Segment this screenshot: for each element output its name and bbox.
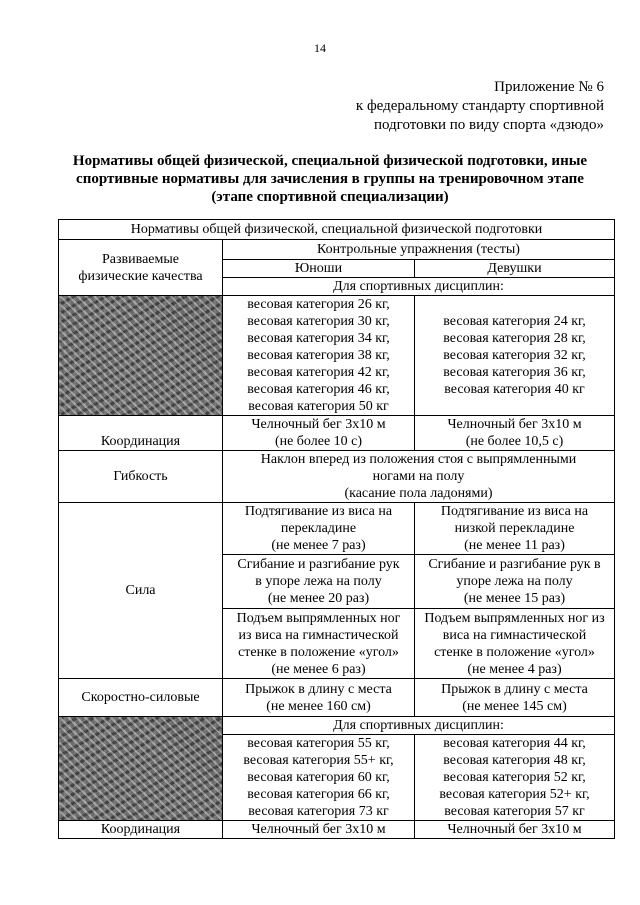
cell-line: Челночный бег 3x10 м bbox=[251, 822, 386, 837]
title-line: (этапе спортивной специализации) bbox=[211, 189, 449, 205]
cell-line: физические качества bbox=[78, 268, 203, 284]
cell-line: Прыжок в длину с места bbox=[245, 681, 392, 697]
strength-3-girls bbox=[415, 609, 615, 679]
cell-line: весовая категория 28 кг, bbox=[443, 331, 586, 346]
cell-line: Челночный бег 3x10 м bbox=[251, 417, 386, 432]
cell-line: виса на гимнастической bbox=[442, 627, 587, 643]
cell-line: Подъем выпрямленных ног bbox=[236, 610, 401, 626]
header-girls: Девушки bbox=[415, 260, 615, 278]
cell-line: весовая категория 40 кг bbox=[444, 382, 585, 397]
header-boys: Юноши bbox=[223, 260, 415, 278]
strength-1-girls bbox=[415, 503, 615, 555]
document-title bbox=[60, 152, 600, 206]
speed-boys bbox=[223, 679, 415, 717]
redacted-cell bbox=[59, 717, 223, 821]
cell-line: весовая категория 52+ кг, bbox=[439, 787, 590, 802]
cell-line: (не менее 4 раз) bbox=[467, 661, 562, 677]
cell-line: из виса на гимнастической bbox=[238, 627, 399, 643]
coord-girls bbox=[415, 416, 615, 451]
cell-line: Развиваемые bbox=[102, 251, 179, 267]
cell-line: перекладине bbox=[280, 521, 357, 536]
cell-line: Прыжок в длину с места bbox=[441, 681, 588, 697]
appendix-note bbox=[356, 78, 604, 135]
cell-line: весовая категория 66 кг, bbox=[247, 787, 390, 802]
cell-line: весовая категория 34 кг, bbox=[247, 331, 390, 346]
table-main-header: Нормативы общей физической, специальной физической подготовки bbox=[59, 220, 615, 240]
cell-line: Челночный бег 3x10 м bbox=[447, 822, 582, 837]
coord2-girls bbox=[415, 821, 615, 839]
appendix-line: подготовки по виду спорта «дзюдо» bbox=[373, 117, 604, 133]
cell-line: весовая категория 50 кг bbox=[248, 399, 389, 414]
section-header-1: Для спортивных дисциплин: bbox=[223, 278, 615, 296]
cell-line: весовая категория 36 кг, bbox=[443, 365, 586, 380]
cell-line: весовая категория 42 кг, bbox=[247, 365, 390, 380]
title-line: спортивные нормативы для зачисления в группы на тренировочном этапе bbox=[76, 171, 584, 187]
cell-line: (не менее 15 раз) bbox=[463, 591, 566, 606]
cell-line: (не менее 11 раз) bbox=[464, 538, 565, 553]
redacted-cell bbox=[59, 296, 223, 416]
cell-line: Сгибание и разгибание рук в bbox=[428, 557, 601, 572]
cell-line: весовая категория 60 кг, bbox=[247, 770, 390, 785]
section-header-2: Для спортивных дисциплин: bbox=[223, 717, 615, 735]
flex-test bbox=[223, 451, 615, 503]
cell-line: упоре лежа на полу bbox=[456, 574, 573, 589]
cell-line: весовая категория 46 кг, bbox=[247, 382, 390, 397]
cell-line: Наклон вперед из положения стоя с выпрямленными bbox=[260, 452, 577, 467]
quality-coordination-2: Координация bbox=[59, 821, 223, 839]
cell-line: весовая категория 26 кг, bbox=[247, 297, 390, 312]
weights-girls-1 bbox=[415, 296, 615, 416]
cell-line: Подтягивание из виса на bbox=[244, 504, 393, 519]
weights-girls-2 bbox=[415, 735, 615, 821]
cell-line: (не менее 160 см) bbox=[266, 698, 371, 714]
cell-line: (не менее 20 раз) bbox=[267, 591, 370, 606]
cell-line: Челночный бег 3x10 м bbox=[447, 417, 582, 432]
header-quality bbox=[59, 240, 223, 296]
cell-line: весовая категория 38 кг, bbox=[247, 348, 390, 363]
quality-coordination: Координация bbox=[59, 416, 223, 451]
cell-line: (не более 10,5 с) bbox=[465, 434, 564, 449]
appendix-line: к федеральному стандарту спортивной bbox=[355, 98, 604, 114]
cell-line: весовая категория 52 кг, bbox=[443, 770, 586, 785]
quality-speed-strength: Скоростно-силовые bbox=[59, 679, 223, 717]
cell-line: весовая категория 24 кг, bbox=[443, 314, 586, 329]
cell-line: весовая категория 55 кг, bbox=[247, 736, 390, 751]
cell-line: в упоре лежа на полу bbox=[255, 574, 382, 589]
cell-line: низкой перекладине bbox=[454, 521, 575, 536]
norms-table bbox=[58, 219, 615, 839]
coord-boys bbox=[223, 416, 415, 451]
cell-line: (не менее 6 раз) bbox=[271, 661, 366, 677]
header-tests: Контрольные упражнения (тесты) bbox=[223, 240, 615, 260]
weights-boys-2 bbox=[223, 735, 415, 821]
cell-line: весовая категория 32 кг, bbox=[443, 348, 586, 363]
cell-line: Подтягивание из виса на bbox=[440, 504, 589, 519]
cell-line: (не менее 7 раз) bbox=[271, 538, 366, 553]
quality-flexibility: Гибкость bbox=[59, 451, 223, 503]
weights-boys-1 bbox=[223, 296, 415, 416]
page-number: 14 bbox=[314, 41, 326, 55]
cell-line: Сгибание и разгибание рук bbox=[237, 557, 400, 572]
cell-line: весовая категория 73 кг bbox=[248, 804, 389, 819]
cell-line: стенке в положение «угол» bbox=[238, 644, 399, 660]
cell-line: (касание пола ладонями) bbox=[344, 486, 493, 501]
coord2-boys bbox=[223, 821, 415, 839]
cell-line: весовая категория 44 кг, bbox=[443, 736, 586, 751]
quality-strength: Сила bbox=[59, 503, 223, 679]
cell-line: весовая категория 30 кг, bbox=[247, 314, 390, 329]
strength-2-girls bbox=[415, 555, 615, 609]
cell-line: Подъем выпрямленных ног из bbox=[424, 610, 605, 626]
speed-girls bbox=[415, 679, 615, 717]
strength-2-boys bbox=[223, 555, 415, 609]
cell-line: весовая категория 55+ кг, bbox=[243, 753, 394, 768]
cell-line: (не менее 145 см) bbox=[462, 698, 567, 714]
cell-line: весовая категория 57 кг bbox=[444, 804, 585, 819]
strength-1-boys bbox=[223, 503, 415, 555]
cell-line: стенке в положение «угол» bbox=[434, 644, 595, 660]
appendix-line: Приложение № 6 bbox=[494, 79, 604, 95]
title-line: Нормативы общей физической, специальной физической подготовки, иные bbox=[72, 153, 588, 169]
cell-line: ногами на полу bbox=[372, 469, 465, 484]
cell-line: (не более 10 с) bbox=[274, 434, 363, 449]
cell-line: весовая категория 48 кг, bbox=[443, 753, 586, 768]
strength-3-boys bbox=[223, 609, 415, 679]
